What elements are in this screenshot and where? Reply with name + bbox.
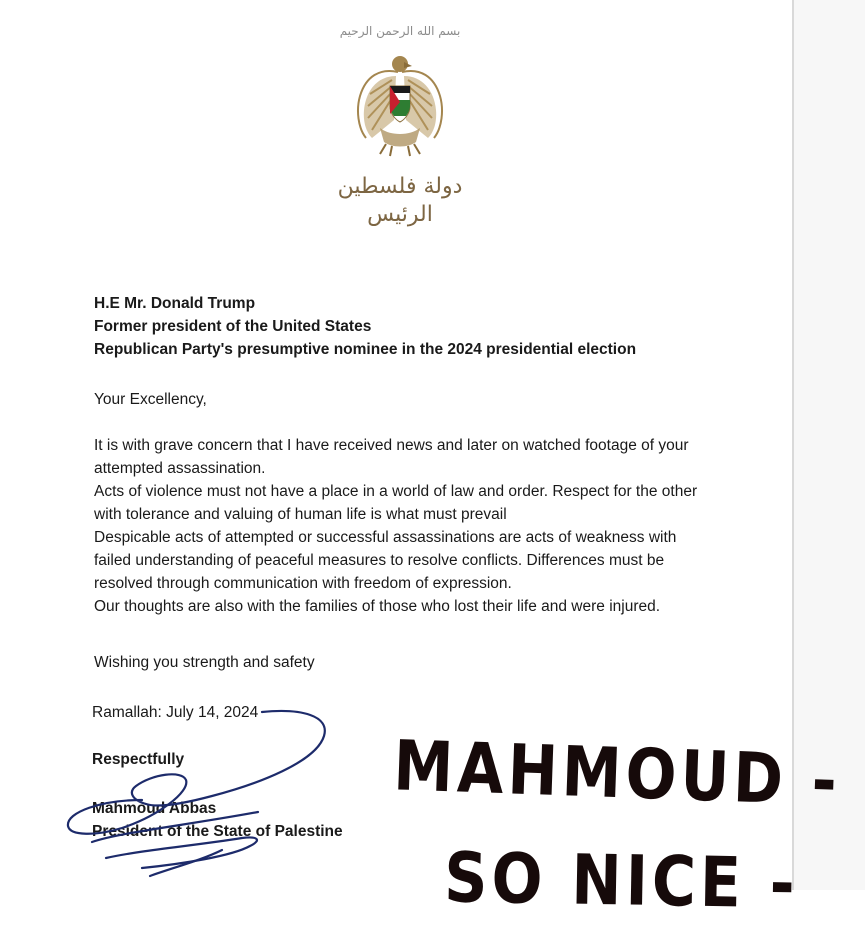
addressee-block xyxy=(94,292,636,361)
body-paragraph: Despicable acts of attempted or successful assassinations are acts of weakness with failed understanding of peaceful measures to resolve conflicts. Differences must be resolved through communication with freedom of expression. xyxy=(94,529,677,592)
signatory-name: Mahmoud Abbas xyxy=(92,800,217,817)
addressee-subtitle: Republican Party's presumptive nominee in the 2024 presidential election xyxy=(94,341,637,358)
letter-body xyxy=(94,434,714,618)
handwritten-signature xyxy=(62,700,342,890)
respectfully-closing: Respectfully xyxy=(92,751,185,768)
body-paragraph: Acts of violence must not have a place in a world of law and order. Respect for the other with tolerance and valuing of human life is what must prevail xyxy=(94,483,698,523)
letterhead xyxy=(300,10,500,240)
addressee-title: Former president of the United States xyxy=(94,318,372,335)
salutation: Your Excellency, xyxy=(94,391,207,408)
addressee-name: H.E Mr. Donald Trump xyxy=(94,295,256,312)
place-date: Ramallah: July 14, 2024 xyxy=(92,704,259,721)
body-paragraph: Our thoughts are also with the families of those who lost their life and were injured. xyxy=(94,598,661,615)
handwritten-note-line: MAHMOUD - xyxy=(392,726,843,823)
letterhead-basmala: بسم الله الرحمن الرحيم xyxy=(339,24,461,38)
handwritten-note-line: SO NICE - xyxy=(443,838,800,925)
body-paragraph: It is with grave concern that I have received news and later on watched footage of your attempted assassination. xyxy=(94,437,689,477)
signatory-title: President of the State of Palestine xyxy=(92,823,343,840)
letterhead-state-name: دولة فلسطين xyxy=(337,174,463,199)
handwritten-note xyxy=(392,720,843,925)
letterhead-office: الرئيس xyxy=(367,202,433,227)
closing-wish: Wishing you strength and safety xyxy=(94,654,315,671)
